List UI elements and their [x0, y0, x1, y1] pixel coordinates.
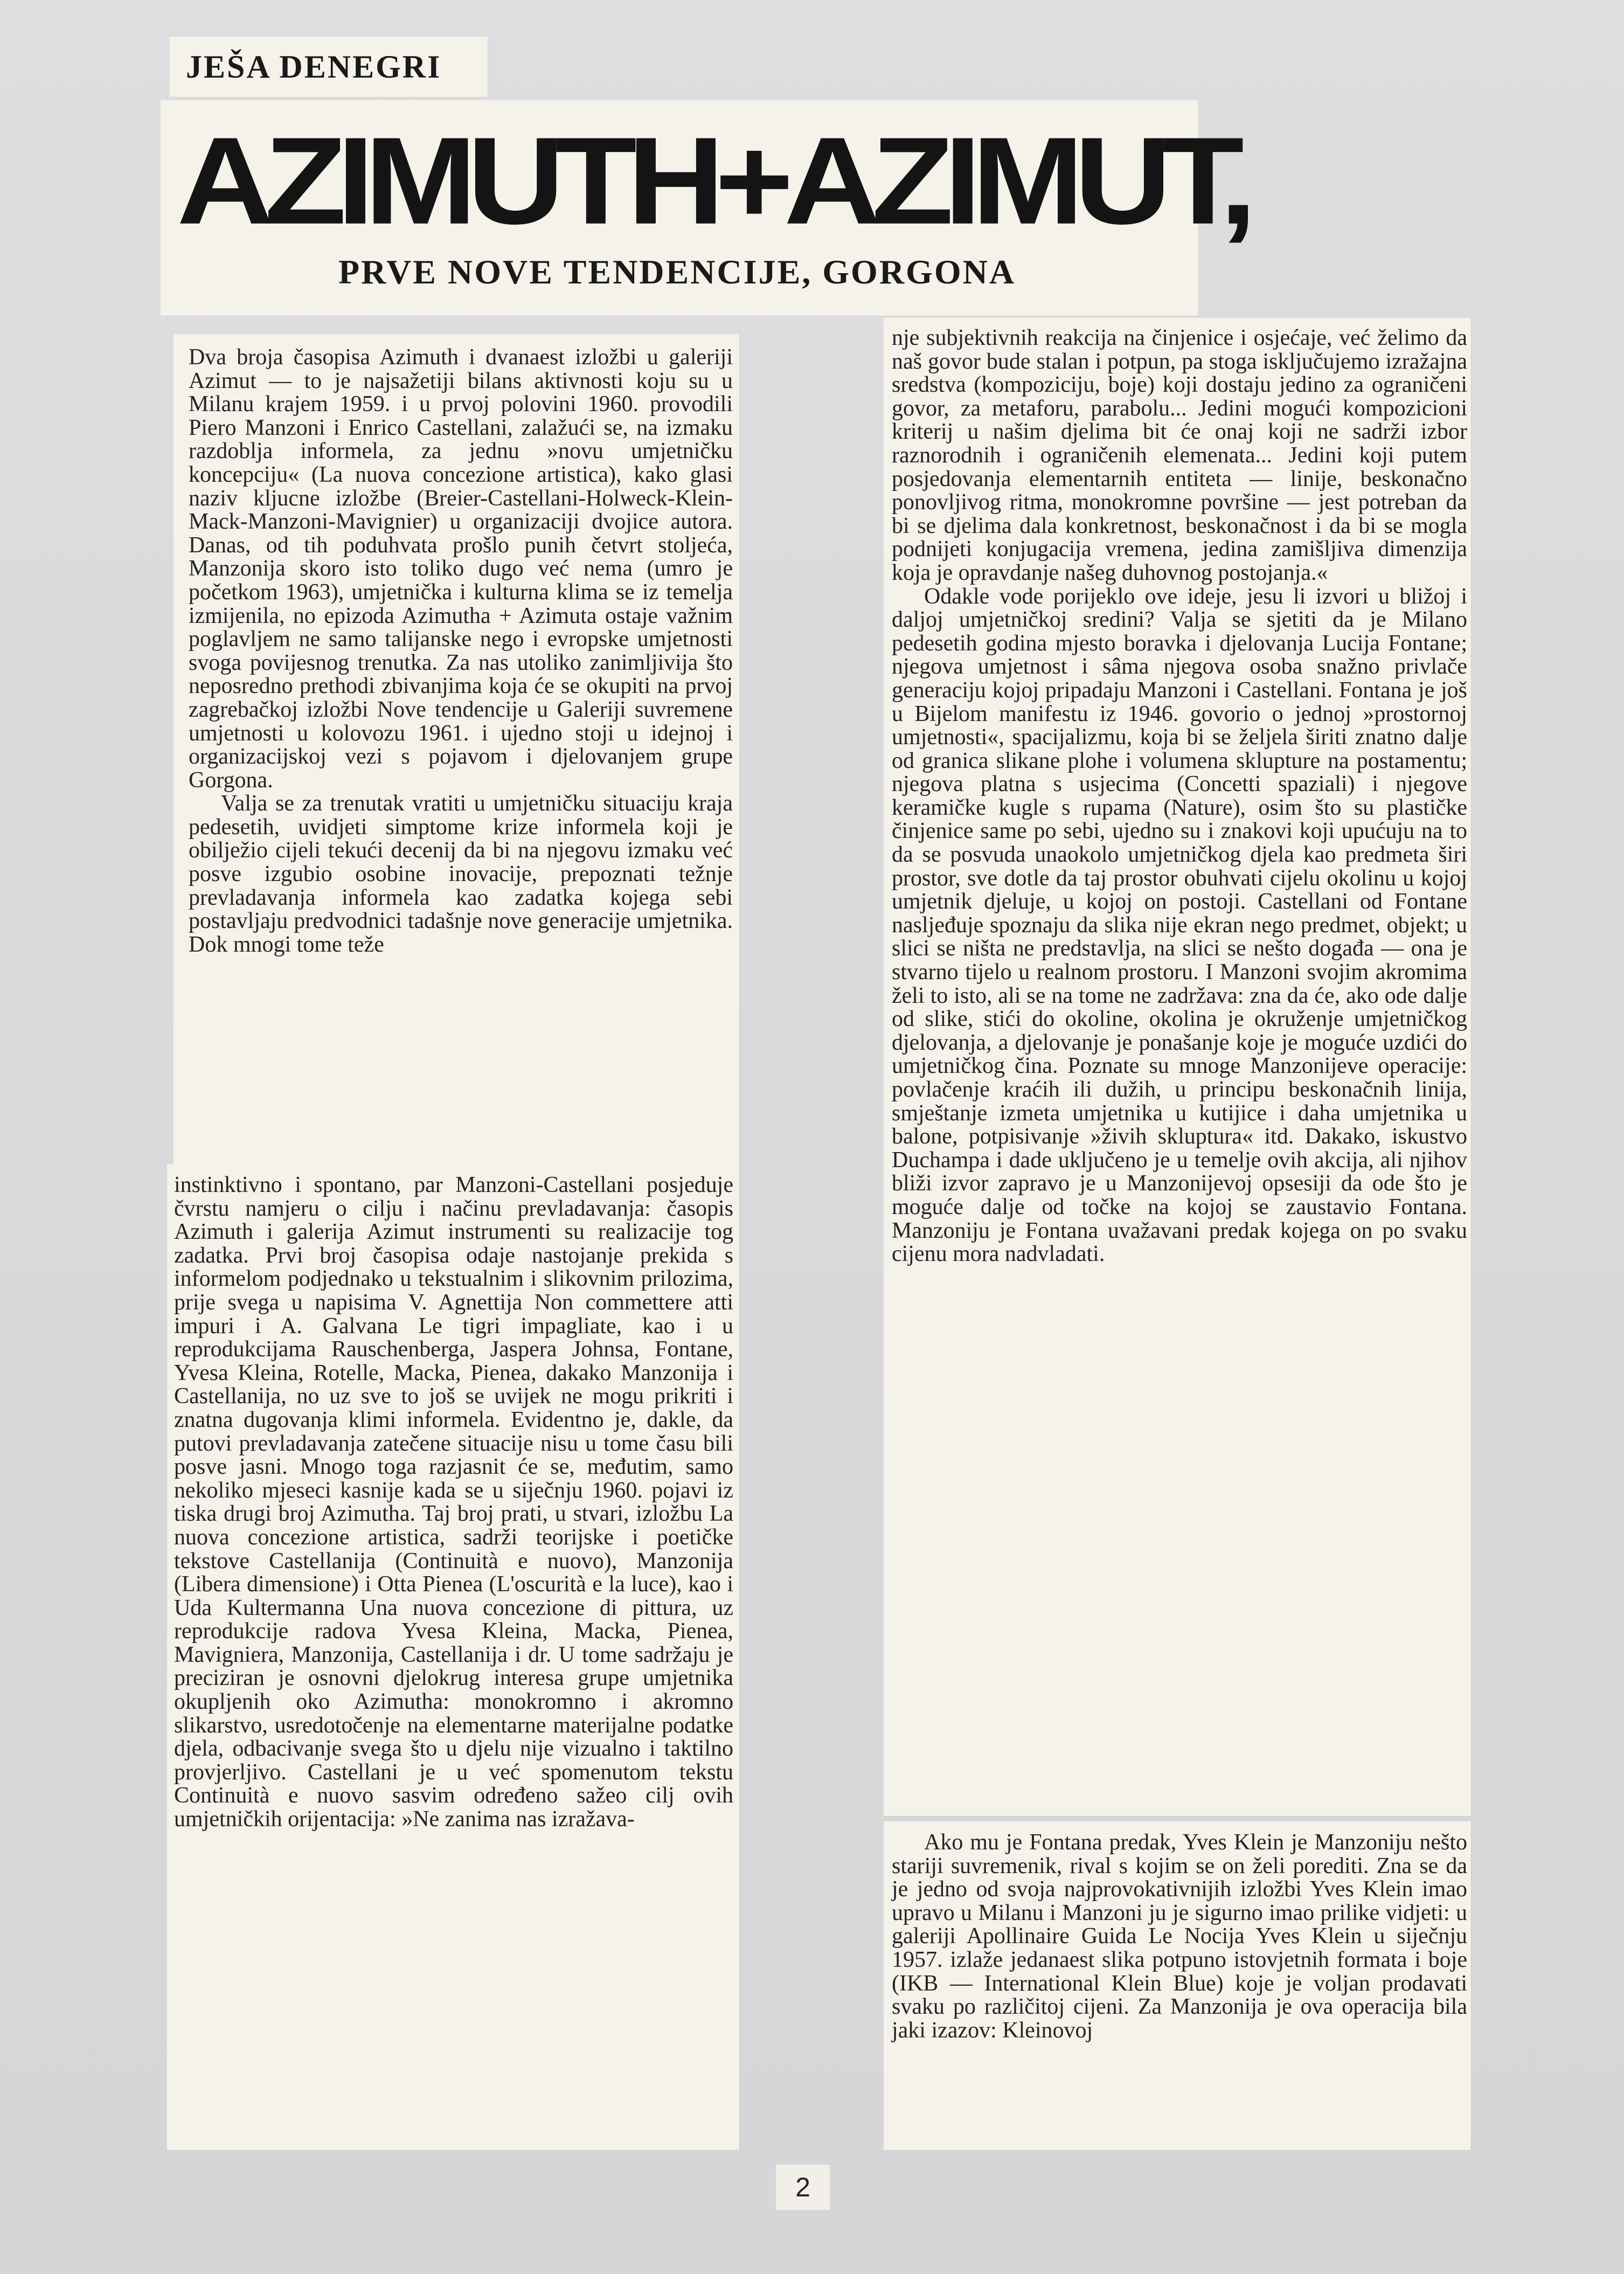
- right-column-text: [892, 327, 1467, 1266]
- left-column-bottom-text: [174, 1174, 733, 1832]
- paragraph: Valja se za trenutak vratiti u umjetničku situaciju kraja pedesetih, uvidjeti simptome krize informela koji je obilježio cijeli tekući decenij da bi na njegovu izmaku već posve izgubio osobine inovacije, prepoznati težnje prevladavanja informela kao zadatka kojega sebi postavljaju predvodnici tadašnje nove generacije umjetnika. Dok mnogi tome teže: [189, 791, 733, 957]
- left-column-top-text: [189, 346, 733, 956]
- paragraph: instinktivno i spontano, par Manzoni-Castellani posjeduje čvrstu namjeru o cilju i načinu prevladavanja: časopis Azimuth i galerija Azimut instrumenti su realizacije tog zadatka. Prvi broj časopisa odaje nastojanje prekida s informelom podjednako u tekstualnim i slikovnim prilozima, prije svega u napisima V. Agnettija Non commettere atti impuri i A. Galvana Le tigri impagliate, kao i u reprodukcijama Rauschenberga, Jaspera Johnsa, Fontane, Yvesa Kleina, Rotelle, Macka, Pienea, dakako Manzonija i Castellanija, no uz sve to još se uvijek ne mogu prikriti i znatna dugovanja klimi informela. Evidentno je, dakle, da putovi prevladavanja zatečene situacije nisu u tome času bili posve jasni. Mnogo toga razjasnit će se, međutim, samo nekoliko mjeseci kasnije kada se u siječnju 1960. pojavi iz tiska drugi broj Azimutha. Taj broj prati, u stvari, izložbu La nuova concezione artistica, sadrži teorijske i poetičke tekstove Castellanija (Continuità e nuovo), Manzonija (Libera dimensione) i Otta Pienea (L'oscurità e la luce), kao i Uda Kultermanna Una nuova concezione di pittura, uz reprodukcije radova Yvesa Kleina, Macka, Pienea, Mavigniera, Manzonija, Castellanija i dr. U tome sadržaju je preciziran je osnovni djelokrug interesa grupe umjetnika okupljenih oko Azimutha: monokromno i akromno slikarstvo, usredotočenje na elementarne materijalne podatke djela, odbacivanje svega što u djelu nije vizualno i taktilno provjerljivo. Castellani je u već spomenutom tekstu Continuità e nuovo sasvim određeno sažeo cilj ovih umjetničkih orijentacija: »Ne zanima nas izražava-: [174, 1173, 733, 1832]
- article-subtitle: PRVE NOVE TENDENCIJE, GORGONA: [338, 253, 1016, 291]
- paragraph: Odakle vode porijeklo ove ideje, jesu li izvori u bližoj i daljoj umjetničkoj sredini? Valja se sjetiti da je Milano pedesetih godina mjesto boravka i djelovanja Lucija Fontane; njegova umjetnost i sâma njegova osoba snažno privlače generaciju kojoj pripadaju Manzoni i Castellani. Fontana je još u Bijelom manifestu iz 1946. govorio o jednoj »prostornoj umjetnosti«, spacijalizmu, koja bi se željela širiti znatno dalje od granica slikane plohe i volumena sklupture na postamentu; njegova platna s usjecima (Concetti spaziali) i njegove keramičke kugle s rupama (Nature), osim što su plastičke činjenice same po sebi, ujedno su i znakovi koji upućuju na to da se posvuda unaokolo umjetničkog djela kao predmeta širi prostor, sve dotle da taj prostor obuhvati cijelu okolinu u kojoj umjetnik djeluje, u kojoj on postoji. Castellani od Fontane nasljeđuje spoznaju da slika nije ekran nego predmet, objekt; u slici se ništa ne predstavlja, na slici se nešto događa — ona je stvarno tijelo u realnom prostoru. I Manzoni svojim akromima želi to isto, ali se na tome ne zadržava: zna da će, ako ode dalje od slike, stići do okoline, okolina je okruženje umjetničkog djelovanja, a djelovanje je ponašanje koje je moguće uzdići do umjetničkog čina. Poznate su mnoge Manzonijeve operacije: povlačenje kraćih ili dužih, u principu beskonačnih linija, smještanje izmeta umjetnika u kutijice i daha umjetnika u balone, potpisivanje »živih skluptura« itd. Dakako, iskustvo Duchampa i dade uključeno je u temelje ovih akcija, ali njihov bliži izvor zapravo je u Manzonijevoj opsesiji da ode što je moguće dalje od točke na kojoj se zaustavio Fontana. Manzoniju je Fontana uvažavani predak kojega on po svaku cijenu mora nadvladati.: [892, 584, 1467, 1267]
- paragraph: nje subjektivnih reakcija na činjenice i osjećaje, već želimo da naš govor bude stalan i potpun, pa stoga isključujemo izražajna sredstva (kompoziciju, boje) koji dostaju jedino za ograničeni govor, za metaforu, parabolu... Jedini mogući kompozicioni kriterij u našim djelima bit će onaj koji ne sadrži izbor raznorodnih i ograničenih elemenata... Jedini koji putem posjedovanja elementarnih entiteta — linije, beskonačno ponovljivog ritma, monokromne površine — jest potreban da bi se djelima dala konkretnost, beskonačnost i da bi se mogla podnijeti konjugacija vremena, jedina zamišljiva dimenzija koja je opravdanje našeg duhovnog postojanja.«: [892, 325, 1467, 585]
- article-title: AZIMUTH+AZIMUT,: [177, 111, 1247, 250]
- title-clipping: [161, 100, 1247, 316]
- paragraph: Ako mu je Fontana predak, Yves Klein je Manzoniju nešto stariji suvremenik, rival s kojim se on želi porediti. Zna se da je jedno od svoja najprovokativnijih izložbi Yves Klein imao upravo u Milanu i Manzoni ju je sigurno imao prilike vidjeti: u galeriji Apollinaire Guida Le Nocija Yves Klein u siječnju 1957. izlaže jedanaest slika potpuno istovjetnih formata i boje (IKB — International Klein Blue) koje je voljan prodavati svaku po različitoj cijeni. Za Manzonija je ova operacija bila jaki izazov: Kleinovoj: [892, 1830, 1467, 2043]
- paragraph: Dva broja časopisa Azimuth i dvanaest izložbi u galeriji Azimut — to je najsažetiji bilans aktivnosti koju su u Milanu krajem 1959. i u prvoj polovini 1960. provodili Piero Manzoni i Enrico Castellani, zalažući se, na izmaku razdoblja informela, za jednu »novu umjetničku koncepciju« (La nuova concezione artistica), kako glasi naziv kljucne izložbe (Breier-Castellani-Holweck-Klein-Mack-Manzoni-Mavignier) u organizaciji dvojice autora. Danas, od tih poduhvata prošlo punih četvrt stoljeća, Manzonija skoro isto toliko dugo već nema (umro je početkom 1963), umjetnička i kulturna klima se iz temelja izmijenila, no epizoda Azimutha + Azimuta ostaje važnim poglavljem ne samo talijanske nego i evropske umjetnosti svoga povijesnog trenutka. Za nas utoliko zanimljivija što neposredno prethodi zbivanjima koja će se okupiti na prvoj zagrebačkoj izložbi Nove tendencije u Galeriji suvremene umjetnosti u kolovozu 1961. i ujedno stoji u idejnoj i organizacijskoj vezi s pojavom i djelovanjem grupe Gorgona.: [189, 345, 733, 793]
- page-number: 2: [776, 2165, 830, 2210]
- right-column-bottom-text: [892, 1831, 1467, 2042]
- author-clipping: [170, 37, 488, 97]
- author-name: JEŠA DENEGRI: [186, 49, 442, 85]
